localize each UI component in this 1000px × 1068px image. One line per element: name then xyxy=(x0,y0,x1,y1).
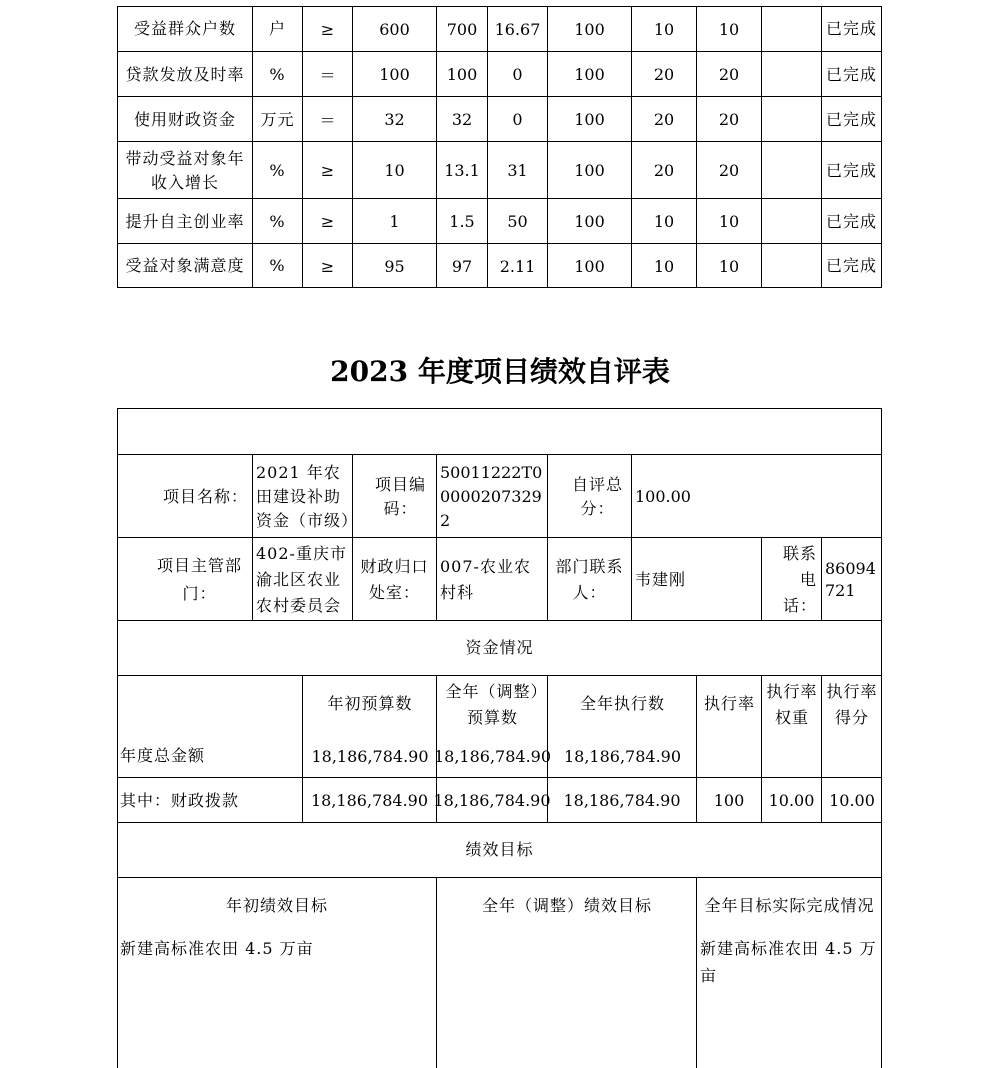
cell-name: 使用财政资金 xyxy=(117,97,253,142)
project-name-value: 2021 年农田建设补助资金（市级） xyxy=(253,455,353,538)
cell-status: 已完成 xyxy=(822,142,882,199)
project-name-label: 项目名称： xyxy=(117,455,253,538)
total-executed: 18,186,784.90 xyxy=(563,746,682,766)
cell-deviation: 50 xyxy=(488,199,548,244)
cell-target: 1 xyxy=(353,199,437,244)
cell-weight: 20 xyxy=(632,97,697,142)
dept-label: 项目主管部门： xyxy=(117,538,253,621)
cell-target: 32 xyxy=(353,97,437,142)
cell-blank xyxy=(762,52,822,97)
cell-rate: 100 xyxy=(548,52,632,97)
cell-deviation: 16.67 xyxy=(488,6,548,52)
cell-blank xyxy=(762,97,822,142)
cell-op: ＝ xyxy=(303,52,353,97)
rate-header: 执行率 xyxy=(703,694,755,713)
cell-score: 20 xyxy=(697,97,762,142)
cell-unit: 户 xyxy=(253,6,303,52)
cell-deviation: 31 xyxy=(488,142,548,199)
cell-weight: 10 xyxy=(632,6,697,52)
phone-value: 86094721 xyxy=(825,558,876,600)
cell-actual: 1.5 xyxy=(437,199,488,244)
cell-blank xyxy=(762,199,822,244)
cell-deviation: 0 xyxy=(488,97,548,142)
cell-target: 95 xyxy=(353,244,437,288)
goal-actual-header: 全年目标实际完成情况 xyxy=(704,895,875,915)
cell-weight: 10 xyxy=(632,199,697,244)
cell-score: 20 xyxy=(697,52,762,97)
goal-initial-header: 年初绩效目标 xyxy=(225,896,328,915)
cell-name: 带动受益对象年收入增长 xyxy=(117,142,253,199)
cell-score: 10 xyxy=(697,199,762,244)
cell-blank xyxy=(762,244,822,288)
cell-rate: 100 xyxy=(548,6,632,52)
cell-status: 已完成 xyxy=(822,97,882,142)
contact-value: 韦建刚 xyxy=(632,538,762,621)
cell-deviation: 2.11 xyxy=(488,244,548,288)
self-score-value: 100.00 xyxy=(635,487,691,506)
cell-score: 20 xyxy=(697,142,762,199)
goal-actual-text: 新建高标准农田 4.5 万亩 xyxy=(700,939,877,985)
cell-actual: 100 xyxy=(437,52,488,97)
fiscal-rate-weight: 10.00 xyxy=(762,778,822,823)
cell-actual: 700 xyxy=(437,6,488,52)
cell-score: 10 xyxy=(697,244,762,288)
total-adjusted: 18,186,784.90 xyxy=(433,746,552,766)
fiscal-executed: 18,186,784.90 xyxy=(548,778,697,823)
cell-unit: 万元 xyxy=(253,97,303,142)
page-title: 2023 年度项目绩效自评表 xyxy=(330,355,670,388)
cell-blank xyxy=(762,142,822,199)
goal-initial-text: 新建高标准农田 4.5 万亩 xyxy=(120,939,314,958)
cell-target: 600 xyxy=(353,6,437,52)
cell-actual: 97 xyxy=(437,244,488,288)
cell-target: 100 xyxy=(353,52,437,97)
cell-op: ≥ xyxy=(303,199,353,244)
total-label: 年度总金额 xyxy=(120,746,206,765)
funds-section-header: 资金情况 xyxy=(117,621,882,676)
total-initial: 18,186,784.90 xyxy=(311,746,429,766)
fiscal-initial: 18,186,784.90 xyxy=(303,778,437,823)
blank-header-row xyxy=(117,408,882,455)
cell-status: 已完成 xyxy=(822,199,882,244)
goal-adjusted-header: 全年（调整）绩效目标 xyxy=(481,896,652,915)
cell-rate: 100 xyxy=(548,97,632,142)
project-code-label: 项目编码： xyxy=(353,455,437,538)
cell-actual: 32 xyxy=(437,97,488,142)
cell-weight: 20 xyxy=(632,142,697,199)
finance-label: 财政归口处室： xyxy=(353,538,437,621)
cell-name: 贷款发放及时率 xyxy=(117,52,253,97)
dept-value: 402-重庆市渝北区农业农村委员会 xyxy=(253,538,353,621)
adjusted-header: 全年（调整）预算数 xyxy=(445,682,540,727)
fiscal-adjusted: 18,186,784.90 xyxy=(437,778,548,823)
rate-score-header: 执行率得分 xyxy=(826,682,878,727)
cell-score: 10 xyxy=(697,6,762,52)
cell-name: 提升自主创业率 xyxy=(117,199,253,244)
finance-value: 007-农业农村科 xyxy=(437,538,548,621)
cell-op: ＝ xyxy=(303,97,353,142)
cell-blank xyxy=(762,6,822,52)
fiscal-rate: 100 xyxy=(697,778,762,823)
cell-op: ≥ xyxy=(303,6,353,52)
cell-unit: % xyxy=(253,199,303,244)
rate-weight-header: 执行率权重 xyxy=(766,682,818,727)
self-score-label: 自评总分： xyxy=(548,455,632,538)
cell-weight: 10 xyxy=(632,244,697,288)
cell-unit: % xyxy=(253,52,303,97)
cell-name: 受益对象满意度 xyxy=(117,244,253,288)
cell-target: 10 xyxy=(353,142,437,199)
cell-status: 已完成 xyxy=(822,244,882,288)
cell-rate: 100 xyxy=(548,142,632,199)
fiscal-rate-score: 10.00 xyxy=(829,791,875,810)
cell-weight: 20 xyxy=(632,52,697,97)
goal-adjusted-text xyxy=(440,935,694,963)
cell-name: 受益群众户数 xyxy=(117,6,253,52)
cell-status: 已完成 xyxy=(822,52,882,97)
goals-section-header: 绩效目标 xyxy=(117,823,882,878)
cell-unit: % xyxy=(253,244,303,288)
cell-actual: 13.1 xyxy=(437,142,488,199)
phone-label: 联系电话： xyxy=(762,538,822,621)
cell-rate: 100 xyxy=(548,244,632,288)
executed-header: 全年执行数 xyxy=(579,694,665,713)
cell-op: ≥ xyxy=(303,244,353,288)
cell-op: ≥ xyxy=(303,142,353,199)
cell-status: 已完成 xyxy=(822,6,882,52)
contact-label: 部门联系人： xyxy=(548,538,632,621)
cell-unit: % xyxy=(253,142,303,199)
cell-rate: 100 xyxy=(548,199,632,244)
project-code-value: 50011222T000002073292 xyxy=(437,455,548,538)
fiscal-label: 其中：财政拨款 xyxy=(117,778,303,823)
initial-header: 年初预算数 xyxy=(327,694,413,713)
cell-deviation: 0 xyxy=(488,52,548,97)
